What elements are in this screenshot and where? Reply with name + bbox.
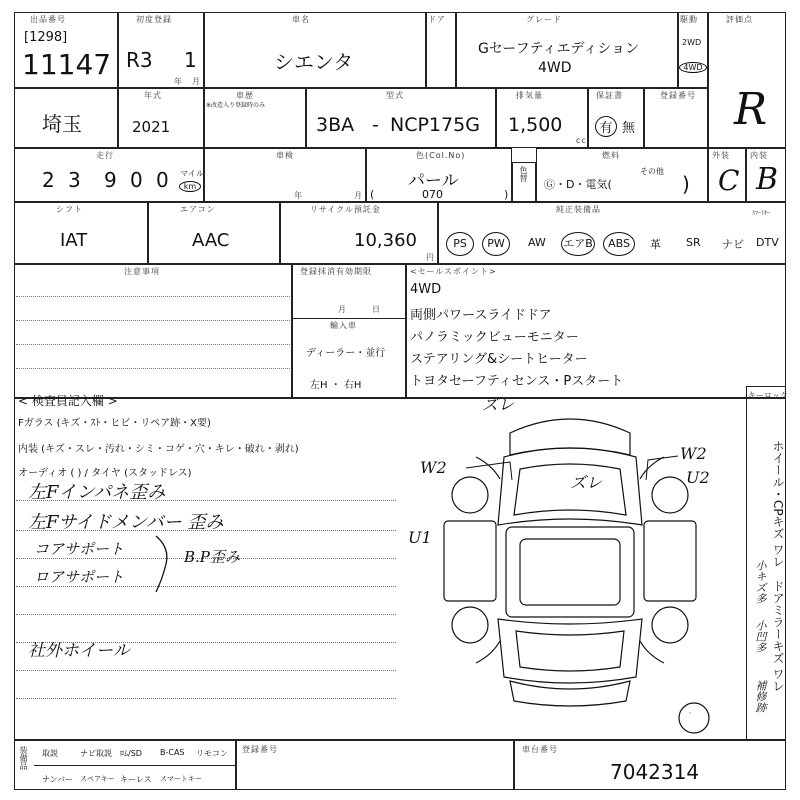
handwritten-note-3: コアサポート — [34, 540, 125, 558]
mileage-digit-2: 3 — [68, 168, 81, 192]
exterior-grade: C — [718, 164, 740, 197]
grade-line1: Gセーフティエディション — [478, 41, 640, 57]
interior-line: 内装 (キズ・スレ・汚れ・シミ・コゲ・穴・キレ・破れ・剥れ) — [18, 444, 299, 455]
right-note-3: 小キズ多 — [754, 560, 767, 604]
car-name-label: 車名 — [292, 15, 310, 24]
color-label: 色(Col.No) — [416, 151, 466, 160]
first-reg-year-unit: 年 — [174, 77, 183, 86]
year-model-label: 年式 — [144, 91, 162, 100]
sales-point-4: ステアリング&シートヒーター — [410, 352, 588, 367]
inspection-month-unit: 月 — [354, 191, 363, 200]
equip-sr: SR — [686, 236, 701, 249]
history-cell — [204, 88, 306, 148]
color-paren-open: ( — [370, 188, 375, 201]
bottom-item-2-4: スマートキー — [160, 775, 202, 783]
sales-point-2: 両側パワースライドドア — [410, 308, 552, 323]
aircon-label: エアコン — [180, 205, 216, 214]
equip-navi: ナビ — [722, 238, 744, 251]
reg-no-label: 登録番号 — [660, 91, 696, 100]
displacement-label: 排気量 — [516, 91, 543, 100]
interior-grade: B — [756, 162, 779, 197]
diagram-pointer-lines — [420, 440, 720, 560]
bottom-divider-h — [34, 765, 236, 766]
handwritten-note-5: B.P歪み — [184, 548, 240, 566]
first-reg-month-unit: 月 — [192, 77, 201, 86]
score-value: R — [734, 84, 768, 135]
equip-ps: PS — [446, 232, 474, 256]
color-name: パール — [408, 171, 459, 191]
notes-line-3 — [16, 344, 290, 345]
fuel-close: ) — [682, 172, 690, 196]
inspector-label: < 検査員記入欄 > — [18, 394, 118, 408]
diagram-mark-center: ズレ — [570, 473, 603, 492]
drive-2wd: 2WD — [682, 38, 702, 47]
glass-line: Fガラス (キズ・ｽﾄ・ヒビ・リペア跡・X要) — [18, 418, 211, 429]
notes-label: 注意事項 — [124, 267, 160, 276]
door-label: ドア — [428, 15, 446, 24]
equip-aw: AW — [528, 236, 546, 249]
lot-number: 11147 — [22, 48, 112, 81]
bottom-item-2-3: キーレス — [120, 775, 152, 784]
color-code: 070 — [422, 188, 443, 201]
warranty-yes-circled: 有 — [595, 116, 617, 137]
chassis-number: 7042314 — [610, 760, 700, 784]
diagram-mark-left-u1: U1 — [408, 528, 432, 547]
mileage-digit-4: 0 — [130, 168, 143, 192]
location: 埼玉 — [42, 112, 82, 136]
mileage-digit-3: 9 — [104, 168, 117, 192]
exterior-label: 外装 — [712, 151, 730, 160]
bottom-item-2-1: ナンバー — [42, 775, 74, 784]
bottom-item-1-5: リモコン — [196, 749, 228, 758]
notes-line-2 — [16, 320, 290, 321]
grade-line2: 4WD — [538, 60, 572, 76]
handwritten-note-1: 左Fインパネ歪み — [28, 482, 166, 503]
equip-dtv: DTV — [756, 236, 779, 249]
model-dash: - — [372, 114, 379, 136]
bottom-item-1-4: B-CAS — [160, 748, 185, 757]
reg-expiry-day: 日 — [372, 305, 381, 314]
first-reg-label: 初度登録 — [136, 15, 172, 24]
equip-leather: 革 — [650, 238, 661, 251]
equipment-label: 純正装備品 — [556, 205, 601, 214]
sales-point-3: パノラミックビューモニター — [410, 330, 579, 345]
sales-point-5: トヨタセーフティセンス・Pスタート — [410, 374, 624, 389]
diagram-mark-right-w2: W2 — [680, 444, 707, 463]
color-paren-close: ) — [504, 188, 509, 201]
mileage-digit-5: 0 — [156, 168, 169, 192]
fuel-other: その他 — [640, 167, 664, 176]
lot-label: 出品番号 — [30, 15, 66, 24]
model-label: 型式 — [386, 91, 404, 100]
inspector-line-8 — [16, 698, 396, 699]
reg-expiry-month: 月 — [338, 305, 347, 314]
drive-4wd-circled: 4WD — [679, 62, 707, 73]
diagram-extra-circle — [676, 700, 716, 740]
bottom-row-label: 装備品 — [19, 746, 28, 770]
history-note: ※改造入り登録時のみ — [206, 102, 266, 109]
mileage-unit-km-circled: km — [179, 181, 201, 192]
aircon-value: AAC — [192, 230, 230, 251]
bottom-reg-label: 登録番号 — [242, 745, 278, 754]
recycle-value: 10,360 — [354, 230, 417, 251]
left-right-hand: 左H ・ 右H — [310, 380, 362, 391]
keylock-label: キーロック — [748, 391, 788, 400]
year-model: 2021 — [132, 118, 171, 136]
inspection-year-unit: 年 — [294, 191, 303, 200]
diagram-mark-right-u2: U2 — [686, 468, 710, 487]
shift-label: シフト — [56, 205, 83, 214]
import-label: 輸入車 — [330, 321, 357, 330]
interior-label: 内装 — [750, 151, 768, 160]
handwritten-note-6: 社外ホイール — [28, 641, 130, 661]
displacement: 1,500 — [508, 114, 563, 136]
history-label: 車歴 — [236, 91, 254, 100]
diagram-mark-left-w2: W2 — [420, 458, 447, 477]
notes-line-4 — [16, 368, 290, 369]
mileage-digit-1: 2 — [42, 168, 55, 192]
model-prefix: 3BA — [316, 114, 355, 136]
shift-value: IAT — [60, 230, 88, 251]
equip-abs: ABS — [603, 232, 635, 256]
reg-expiry-label: 登録抹消有効期限 — [300, 267, 372, 276]
grade-label: グレード — [526, 15, 562, 24]
audio-line: オーディオ ( ) / タイヤ (スタッドレス) — [18, 468, 192, 479]
equip-pw: PW — [482, 232, 510, 256]
drive-label: 駆動 — [680, 15, 698, 24]
smartkey-label: ｽﾏｰﾄｷｰ — [752, 210, 771, 217]
recycle-label: リサイクル預託金 — [310, 205, 381, 214]
mileage-unit-mile: マイル — [180, 169, 204, 178]
car-name: シエンタ — [274, 50, 354, 74]
bottom-item-1-3: ﾛﾑ/SD — [120, 749, 142, 758]
diagram-mark-top: ズレ — [482, 395, 515, 414]
first-reg-era: R3 — [126, 48, 153, 72]
notes-cell — [14, 264, 292, 398]
right-note-2: ドアミラーキズ ワレ — [771, 580, 785, 692]
inspector-line-7 — [16, 670, 396, 671]
inspection-label: 車検 — [276, 151, 294, 160]
warranty-label: 保証書 — [596, 91, 623, 100]
bottom-item-2-2: スペアキー — [80, 775, 115, 783]
bottom-item-1-2: ナビ取説 — [80, 749, 112, 758]
fuel-label: 燃料 — [602, 151, 620, 160]
warranty-no: 無 — [622, 121, 636, 136]
first-reg-month: 1 — [184, 48, 197, 72]
mileage-label: 走行 — [96, 151, 114, 160]
score-label: 評価点 — [726, 15, 753, 24]
chassis-label: 車台番号 — [522, 745, 558, 754]
sales-points-label: <セールスポイント> — [410, 267, 497, 276]
color-change: 色替 — [519, 166, 528, 182]
handwritten-bracket — [152, 534, 182, 594]
fuel-options: Ⓖ・D・電気( — [544, 178, 612, 191]
notes-line-1 — [16, 296, 290, 297]
inspector-line-5 — [16, 614, 396, 615]
handwritten-note-2: 左Fサイドメンバー 歪み — [28, 512, 224, 533]
dealer-parallel: ディーラー・並行 — [306, 348, 386, 359]
bottom-item-1-1: 取説 — [42, 749, 58, 758]
right-note-1: ホイール・CPキズ ワレ — [771, 440, 785, 568]
model-code: NCP175G — [390, 114, 480, 136]
sales-point-1: 4WD — [410, 282, 442, 297]
handwritten-note-4: ロアサポート — [34, 568, 125, 586]
equip-airbag: エアB — [561, 232, 595, 256]
right-note-4: 小凹多 — [754, 620, 767, 653]
recycle-unit: 円 — [426, 253, 435, 262]
right-note-5: 補修跡 — [754, 680, 767, 713]
displacement-unit: cc — [576, 136, 587, 145]
lot-bracket: [1298] — [24, 30, 68, 45]
